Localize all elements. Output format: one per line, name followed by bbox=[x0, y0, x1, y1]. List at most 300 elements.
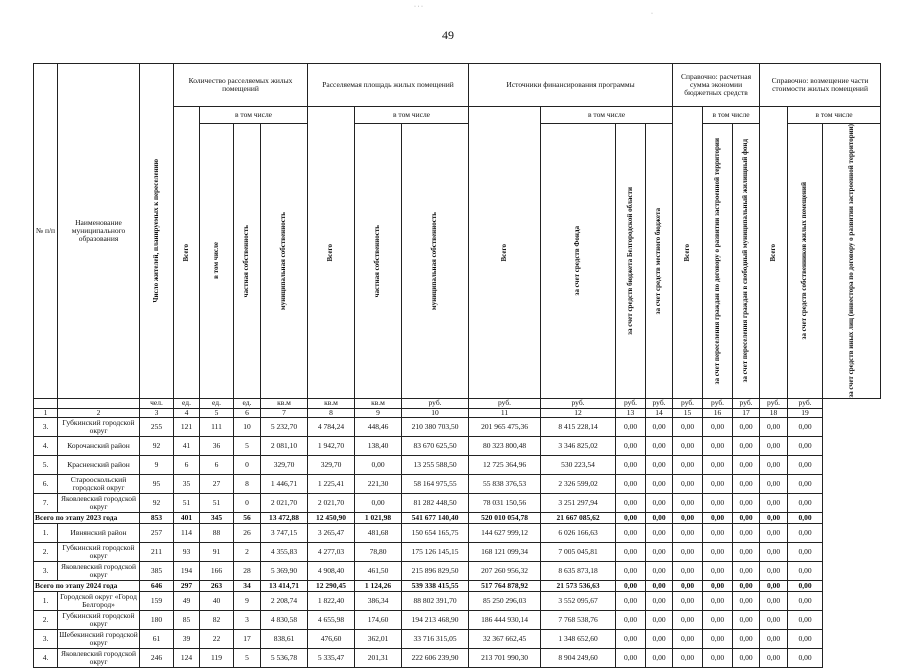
value-cell: 0,00 bbox=[733, 580, 760, 591]
row-number: 4. bbox=[34, 648, 58, 667]
value-cell: 3 747,15 bbox=[261, 523, 308, 542]
col-number: 6 bbox=[234, 408, 261, 417]
value-cell: 0,00 bbox=[703, 591, 733, 610]
value-cell: 0,00 bbox=[646, 542, 673, 561]
column-number-row bbox=[34, 408, 881, 417]
value-cell: 0,00 bbox=[703, 542, 733, 561]
table-row bbox=[34, 542, 881, 561]
value-cell: 12 450,90 bbox=[308, 512, 355, 523]
value-cell: 1 124,26 bbox=[355, 580, 402, 591]
value-cell: 0,00 bbox=[788, 436, 823, 455]
header-rooms-total: Всего bbox=[174, 107, 200, 399]
value-cell: 1 822,40 bbox=[308, 591, 355, 610]
value-cell: 1 348 652,60 bbox=[541, 629, 616, 648]
value-cell: 0,00 bbox=[646, 629, 673, 648]
value-cell: 1 225,41 bbox=[308, 474, 355, 493]
value-cell: 0,00 bbox=[760, 591, 788, 610]
value-cell: 33 716 315,05 bbox=[402, 629, 469, 648]
col-number: 10 bbox=[402, 408, 469, 417]
value-cell: 83 670 625,50 bbox=[402, 436, 469, 455]
value-cell: 92 bbox=[140, 493, 174, 512]
header-econ1: за счет переселения граждан по договору о развитии застроенной территории bbox=[703, 124, 733, 399]
value-cell: 0,00 bbox=[673, 580, 703, 591]
value-cell: 0,00 bbox=[760, 417, 788, 436]
value-cell: 257 bbox=[140, 523, 174, 542]
value-cell: 2 021,70 bbox=[261, 493, 308, 512]
value-cell: 0,00 bbox=[760, 648, 788, 667]
value-cell: 41 bbox=[174, 436, 200, 455]
value-cell: 0,00 bbox=[733, 561, 760, 580]
municipality-name: Губкинский городской округ bbox=[58, 417, 140, 436]
value-cell: 144 627 999,12 bbox=[469, 523, 541, 542]
table-row bbox=[34, 474, 881, 493]
value-cell: 476,60 bbox=[308, 629, 355, 648]
value-cell: 362,01 bbox=[355, 629, 402, 648]
value-cell: 56 bbox=[234, 512, 261, 523]
value-cell: 0,00 bbox=[733, 417, 760, 436]
value-cell: 0,00 bbox=[733, 648, 760, 667]
header-comp-total: Всего bbox=[760, 107, 788, 399]
value-cell: 385 bbox=[140, 561, 174, 580]
unit-cell: руб. bbox=[673, 398, 703, 408]
resettlement-table bbox=[33, 63, 881, 668]
units-row bbox=[34, 398, 881, 408]
value-cell: 0,00 bbox=[703, 474, 733, 493]
value-cell: 297 bbox=[174, 580, 200, 591]
value-cell: 0,00 bbox=[760, 561, 788, 580]
value-cell: 40 bbox=[200, 591, 234, 610]
header-residents: Число жителей, планируемых к переселению bbox=[140, 64, 174, 399]
value-cell: 0,00 bbox=[733, 523, 760, 542]
value-cell: 0,00 bbox=[616, 493, 646, 512]
value-cell: 17 bbox=[234, 629, 261, 648]
value-cell: 0,00 bbox=[646, 455, 673, 474]
value-cell: 5 369,90 bbox=[261, 561, 308, 580]
table-body bbox=[34, 417, 881, 667]
municipality-name: Городской округ «Город Белгород» bbox=[58, 591, 140, 610]
value-cell: 3 bbox=[234, 610, 261, 629]
unit-cell: руб. bbox=[402, 398, 469, 408]
row-number: 2. bbox=[34, 610, 58, 629]
table-row bbox=[34, 591, 881, 610]
value-cell: 0,00 bbox=[788, 648, 823, 667]
table-row bbox=[34, 523, 881, 542]
value-cell: 8 bbox=[234, 474, 261, 493]
header-area-group: Расселяемая площадь жилых помещений bbox=[308, 64, 469, 107]
value-cell: 0,00 bbox=[616, 542, 646, 561]
unit-cell: кв.м bbox=[355, 398, 402, 408]
header-area-private: частная собственность bbox=[355, 124, 402, 399]
value-cell: 0,00 bbox=[616, 436, 646, 455]
value-cell: 3 265,47 bbox=[308, 523, 355, 542]
value-cell: 13 414,71 bbox=[261, 580, 308, 591]
value-cell: 0,00 bbox=[616, 561, 646, 580]
value-cell: 114 bbox=[174, 523, 200, 542]
row-number: 5. bbox=[34, 455, 58, 474]
value-cell: 646 bbox=[140, 580, 174, 591]
col-number: 3 bbox=[140, 408, 174, 417]
value-cell: 201,31 bbox=[355, 648, 402, 667]
value-cell: 39 bbox=[174, 629, 200, 648]
value-cell: 0,00 bbox=[733, 512, 760, 523]
value-cell: 329,70 bbox=[308, 455, 355, 474]
value-cell: 329,70 bbox=[261, 455, 308, 474]
col-number: 2 bbox=[58, 408, 140, 417]
municipality-name: Корочанский район bbox=[58, 436, 140, 455]
value-cell: 0,00 bbox=[760, 610, 788, 629]
value-cell: 85 250 296,03 bbox=[469, 591, 541, 610]
value-cell: 21 667 085,62 bbox=[541, 512, 616, 523]
header-no: № п/п bbox=[34, 64, 58, 399]
value-cell: 0,00 bbox=[788, 523, 823, 542]
unit-cell: руб. bbox=[646, 398, 673, 408]
value-cell: 166 bbox=[200, 561, 234, 580]
value-cell: 0,00 bbox=[616, 591, 646, 610]
value-cell: 207 260 956,32 bbox=[469, 561, 541, 580]
table-row bbox=[34, 648, 881, 667]
scan-mark: · bbox=[651, 11, 653, 17]
value-cell: 0,00 bbox=[788, 580, 823, 591]
value-cell: 22 bbox=[200, 629, 234, 648]
value-cell: 7 005 045,81 bbox=[541, 542, 616, 561]
value-cell: 0,00 bbox=[646, 417, 673, 436]
col-number: 12 bbox=[541, 408, 616, 417]
header-area-total: Всего bbox=[308, 107, 355, 399]
value-cell: 180 bbox=[140, 610, 174, 629]
value-cell: 91 bbox=[200, 542, 234, 561]
unit-cell: чел. bbox=[140, 398, 174, 408]
col-number: 8 bbox=[308, 408, 355, 417]
value-cell: 0,00 bbox=[703, 455, 733, 474]
value-cell: 0,00 bbox=[673, 629, 703, 648]
table-row bbox=[34, 417, 881, 436]
value-cell: 0,00 bbox=[788, 542, 823, 561]
value-cell: 88 bbox=[200, 523, 234, 542]
table-row bbox=[34, 436, 881, 455]
value-cell: 0,00 bbox=[788, 493, 823, 512]
header-funding-group: Источники финансирования программы bbox=[469, 64, 673, 107]
value-cell: 0,00 bbox=[646, 648, 673, 667]
value-cell: 4 784,24 bbox=[308, 417, 355, 436]
col-number: 4 bbox=[174, 408, 200, 417]
unit-cell: ед. bbox=[234, 398, 261, 408]
value-cell: 0,00 bbox=[616, 610, 646, 629]
header-local: за счет средств местного бюджета bbox=[646, 124, 673, 399]
header-rooms-municipal: муниципальная собственность bbox=[261, 124, 308, 399]
value-cell: 401 bbox=[174, 512, 200, 523]
row-number: 4. bbox=[34, 436, 58, 455]
value-cell: 0,00 bbox=[703, 512, 733, 523]
value-cell: 0,00 bbox=[760, 474, 788, 493]
row-number: 3. bbox=[34, 629, 58, 648]
value-cell: 186 444 930,14 bbox=[469, 610, 541, 629]
value-cell: 222 606 239,90 bbox=[402, 648, 469, 667]
value-cell: 0,00 bbox=[646, 580, 673, 591]
row-number: 3. bbox=[34, 561, 58, 580]
value-cell: 4 655,98 bbox=[308, 610, 355, 629]
value-cell: 0,00 bbox=[673, 610, 703, 629]
value-cell: 121 bbox=[174, 417, 200, 436]
value-cell: 92 bbox=[140, 436, 174, 455]
value-cell: 55 838 376,53 bbox=[469, 474, 541, 493]
value-cell: 61 bbox=[140, 629, 174, 648]
value-cell: 1 446,71 bbox=[261, 474, 308, 493]
value-cell: 1 021,98 bbox=[355, 512, 402, 523]
value-cell: 0,00 bbox=[703, 493, 733, 512]
value-cell: 0,00 bbox=[703, 580, 733, 591]
value-cell: 0,00 bbox=[616, 580, 646, 591]
value-cell: 3 346 825,02 bbox=[541, 436, 616, 455]
header-regional: за счет средств бюджета Белгородской области bbox=[616, 124, 646, 399]
value-cell: 81 282 448,50 bbox=[402, 493, 469, 512]
municipality-name: Красненский район bbox=[58, 455, 140, 474]
col-number: 13 bbox=[616, 408, 646, 417]
unit-cell: руб. bbox=[469, 398, 541, 408]
value-cell: 8 904 249,60 bbox=[541, 648, 616, 667]
value-cell: 0,00 bbox=[788, 629, 823, 648]
value-cell: 0,00 bbox=[760, 455, 788, 474]
header-area-municipal: муниципальная собственность bbox=[402, 124, 469, 399]
col-number: 17 bbox=[733, 408, 760, 417]
value-cell: 0,00 bbox=[733, 436, 760, 455]
total-label: Всего по этапу 2023 года bbox=[34, 512, 140, 523]
value-cell: 210 380 703,50 bbox=[402, 417, 469, 436]
value-cell: 9 bbox=[234, 591, 261, 610]
unit-cell: ед. bbox=[200, 398, 234, 408]
value-cell: 4 830,58 bbox=[261, 610, 308, 629]
value-cell: 0,00 bbox=[760, 542, 788, 561]
value-cell: 0,00 bbox=[673, 648, 703, 667]
value-cell: 838,61 bbox=[261, 629, 308, 648]
table-row bbox=[34, 561, 881, 580]
municipality-name: Губкинский городской округ bbox=[58, 610, 140, 629]
value-cell: 0,00 bbox=[673, 512, 703, 523]
value-cell: 0,00 bbox=[616, 629, 646, 648]
header-rooms-private: частная собственность bbox=[234, 124, 261, 399]
municipality-name: Шебекинский городской округ bbox=[59, 629, 138, 647]
value-cell: 246 bbox=[140, 648, 174, 667]
value-cell: 0,00 bbox=[703, 648, 733, 667]
municipality-name: Старооскольский городской округ bbox=[58, 474, 140, 493]
value-cell: 49 bbox=[174, 591, 200, 610]
value-cell: 119 bbox=[200, 648, 234, 667]
value-cell: 3 251 297,94 bbox=[541, 493, 616, 512]
table-row bbox=[34, 610, 881, 629]
municipality-name: Губкинский городской округ bbox=[58, 542, 140, 561]
value-cell: 9 bbox=[140, 455, 174, 474]
value-cell: 0,00 bbox=[355, 493, 402, 512]
value-cell: 51 bbox=[200, 493, 234, 512]
value-cell: 159 bbox=[140, 591, 174, 610]
value-cell: 0,00 bbox=[760, 580, 788, 591]
value-cell: 111 bbox=[200, 417, 234, 436]
value-cell: 0,00 bbox=[673, 455, 703, 474]
value-cell: 0,00 bbox=[760, 493, 788, 512]
value-cell: 3 552 095,67 bbox=[541, 591, 616, 610]
value-cell: 12 290,45 bbox=[308, 580, 355, 591]
value-cell: 8 415 228,14 bbox=[541, 417, 616, 436]
header-area-incl: в том числе bbox=[355, 107, 469, 124]
header-rooms-group: Количество расселяемых жилых помещений bbox=[174, 64, 308, 107]
value-cell: 28 bbox=[234, 561, 261, 580]
col-number: 1 bbox=[34, 408, 58, 417]
value-cell: 461,50 bbox=[355, 561, 402, 580]
value-cell: 13 472,88 bbox=[261, 512, 308, 523]
value-cell: 2 326 599,02 bbox=[541, 474, 616, 493]
value-cell: 21 573 536,63 bbox=[541, 580, 616, 591]
col-number: 19 bbox=[788, 408, 823, 417]
scan-mark: · · · bbox=[414, 4, 423, 10]
value-cell: 0,00 bbox=[788, 610, 823, 629]
value-cell: 6 bbox=[200, 455, 234, 474]
value-cell: 150 654 165,75 bbox=[402, 523, 469, 542]
stage-total-row bbox=[34, 512, 881, 523]
value-cell: 4 908,40 bbox=[308, 561, 355, 580]
value-cell: 0,00 bbox=[646, 436, 673, 455]
value-cell: 138,40 bbox=[355, 436, 402, 455]
value-cell: 0,00 bbox=[616, 417, 646, 436]
row-number: 1. bbox=[34, 523, 58, 542]
header-comp-incl: в том числе bbox=[788, 107, 881, 124]
value-cell: 0,00 bbox=[703, 523, 733, 542]
unit-cell: руб. bbox=[788, 398, 823, 408]
value-cell: 0,00 bbox=[733, 474, 760, 493]
value-cell: 0 bbox=[234, 493, 261, 512]
header-comp2: за счет средств иных лиц (инвестора по договору о развитии застроенной территории) bbox=[823, 124, 881, 399]
row-number: 3. bbox=[34, 417, 58, 436]
header-comp1: за счет средств собственников жилых помещений bbox=[788, 124, 823, 399]
value-cell: 0,00 bbox=[616, 474, 646, 493]
municipality-name: Яковлевский городской округ bbox=[58, 493, 140, 512]
value-cell: 0,00 bbox=[788, 591, 823, 610]
value-cell: 27 bbox=[200, 474, 234, 493]
row-number: 7. bbox=[34, 493, 58, 512]
value-cell: 0,00 bbox=[616, 648, 646, 667]
value-cell: 263 bbox=[200, 580, 234, 591]
value-cell: 853 bbox=[140, 512, 174, 523]
value-cell: 4 277,03 bbox=[308, 542, 355, 561]
header-econ2: за счет переселения граждан в свободный муниципальный жилищный фонд bbox=[733, 124, 760, 399]
value-cell: 7 768 538,76 bbox=[541, 610, 616, 629]
unit-cell: руб. bbox=[703, 398, 733, 408]
value-cell: 2 021,70 bbox=[308, 493, 355, 512]
value-cell: 201 965 475,36 bbox=[469, 417, 541, 436]
value-cell: 0,00 bbox=[788, 417, 823, 436]
value-cell: 0,00 bbox=[646, 591, 673, 610]
col-number: 16 bbox=[703, 408, 733, 417]
value-cell: 85 bbox=[174, 610, 200, 629]
value-cell: 0,00 bbox=[616, 455, 646, 474]
value-cell: 4 355,83 bbox=[261, 542, 308, 561]
col-number: 15 bbox=[673, 408, 703, 417]
value-cell: 211 bbox=[140, 542, 174, 561]
header-economy-incl: в том числе bbox=[703, 107, 760, 124]
value-cell: 58 164 975,55 bbox=[402, 474, 469, 493]
value-cell: 345 bbox=[200, 512, 234, 523]
header-fund: за счет средств Фонда bbox=[541, 124, 616, 399]
value-cell: 0,00 bbox=[733, 610, 760, 629]
value-cell: 93 bbox=[174, 542, 200, 561]
value-cell: 2 bbox=[234, 542, 261, 561]
value-cell: 539 338 415,55 bbox=[402, 580, 469, 591]
col-number: 7 bbox=[261, 408, 308, 417]
municipality-name: Яковлевский городской округ bbox=[58, 648, 140, 667]
value-cell: 5 536,78 bbox=[261, 648, 308, 667]
value-cell: 175 126 145,15 bbox=[402, 542, 469, 561]
value-cell: 0,00 bbox=[788, 512, 823, 523]
value-cell: 0,00 bbox=[646, 523, 673, 542]
value-cell: 51 bbox=[174, 493, 200, 512]
value-cell: 0,00 bbox=[733, 591, 760, 610]
value-cell: 0,00 bbox=[673, 417, 703, 436]
total-label: Всего по этапу 2024 года bbox=[34, 580, 140, 591]
value-cell: 194 bbox=[174, 561, 200, 580]
value-cell: 8 635 873,18 bbox=[541, 561, 616, 580]
value-cell: 213 701 990,30 bbox=[469, 648, 541, 667]
value-cell: 530 223,54 bbox=[541, 455, 616, 474]
value-cell: 80 323 800,48 bbox=[469, 436, 541, 455]
value-cell: 0,00 bbox=[673, 542, 703, 561]
header-compensation-group: Справочно: возмещение части стоимости жилых помещений bbox=[760, 64, 881, 107]
value-cell: 78,80 bbox=[355, 542, 402, 561]
value-cell: 448,46 bbox=[355, 417, 402, 436]
value-cell: 34 bbox=[234, 580, 261, 591]
unit-cell: руб. bbox=[733, 398, 760, 408]
value-cell: 0,00 bbox=[673, 523, 703, 542]
table-row bbox=[34, 629, 881, 648]
value-cell: 0,00 bbox=[733, 629, 760, 648]
unit-cell: руб. bbox=[541, 398, 616, 408]
value-cell: 194 213 468,90 bbox=[402, 610, 469, 629]
value-cell: 0,00 bbox=[673, 474, 703, 493]
page-number: 49 bbox=[442, 28, 454, 42]
col-number: 18 bbox=[760, 408, 788, 417]
value-cell: 0,00 bbox=[760, 523, 788, 542]
value-cell: 0,00 bbox=[733, 455, 760, 474]
value-cell: 0,00 bbox=[703, 561, 733, 580]
value-cell: 6 026 166,63 bbox=[541, 523, 616, 542]
value-cell: 0,00 bbox=[646, 474, 673, 493]
value-cell: 0,00 bbox=[788, 561, 823, 580]
municipality-name: Ивнянский район bbox=[58, 523, 140, 542]
col-number: 11 bbox=[469, 408, 541, 417]
value-cell: 78 031 150,56 bbox=[469, 493, 541, 512]
col-number: 14 bbox=[646, 408, 673, 417]
value-cell: 0,00 bbox=[355, 455, 402, 474]
value-cell: 0,00 bbox=[788, 455, 823, 474]
value-cell: 6 bbox=[174, 455, 200, 474]
header-funding-total: Всего bbox=[469, 107, 541, 399]
value-cell: 541 677 140,40 bbox=[402, 512, 469, 523]
value-cell: 215 896 829,50 bbox=[402, 561, 469, 580]
value-cell: 0,00 bbox=[760, 629, 788, 648]
value-cell: 0,00 bbox=[703, 436, 733, 455]
value-cell: 5 335,47 bbox=[308, 648, 355, 667]
table-row bbox=[34, 493, 881, 512]
value-cell: 0,00 bbox=[733, 493, 760, 512]
value-cell: 35 bbox=[174, 474, 200, 493]
value-cell: 0,00 bbox=[646, 512, 673, 523]
value-cell: 0,00 bbox=[788, 474, 823, 493]
unit-cell: кв.м bbox=[308, 398, 355, 408]
value-cell: 88 802 391,70 bbox=[402, 591, 469, 610]
value-cell: 82 bbox=[200, 610, 234, 629]
value-cell: 0,00 bbox=[646, 610, 673, 629]
value-cell: 481,68 bbox=[355, 523, 402, 542]
value-cell: 0,00 bbox=[673, 591, 703, 610]
row-number: 2. bbox=[34, 542, 58, 561]
value-cell: 386,34 bbox=[355, 591, 402, 610]
